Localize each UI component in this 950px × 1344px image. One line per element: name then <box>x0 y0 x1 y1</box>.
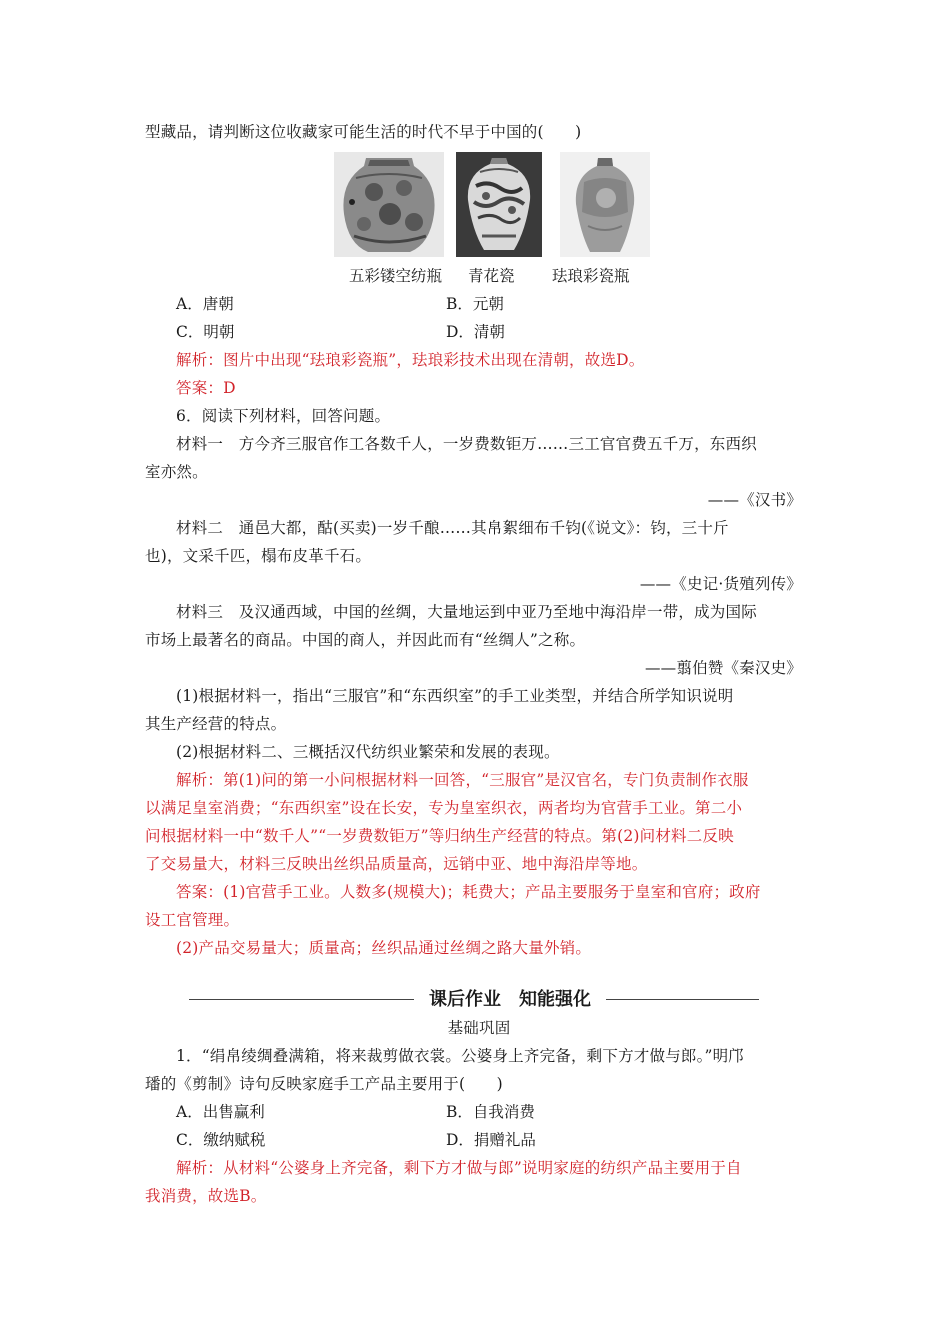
q6-material2-line2: 也)，文采千匹，榻布皮革千石。 <box>145 547 372 565</box>
h1-stem-line2: 璠的《剪制》诗句反映家庭手工产品主要用于( ) <box>145 1075 503 1093</box>
q6-answer-line1: 答案：(1)官营手工业。人数多(规模大)；耗费大；产品主要服务于皇室和官府；政府 <box>176 883 761 901</box>
section-rule-left <box>189 999 414 1000</box>
h1-option-d: D．捐赠礼品 <box>446 1131 536 1149</box>
q6-analysis-line2: 以满足皇室消费；“东西织室”设在长安，专为皇室织衣，两者均为官营手工业。第二小 <box>145 799 743 817</box>
q5-option-c: C．明朝 <box>176 323 235 341</box>
q6-subquestion1-line1: (1)根据材料一，指出“三服官”和“东西织室”的手工业类型，并结合所学知识说明 <box>176 687 734 705</box>
q6-analysis-line3: 问根据材料一中“数千人”“一岁费数钜万”等归纳生产经营的特点。第(2)问材料二反映 <box>145 827 734 845</box>
meiping-vase-illustration <box>456 152 542 257</box>
section-title: 课后作业 知能强化 <box>429 989 591 1010</box>
h1-analysis-line1: 解析：从材料“公婆身上齐完备，剩下方才做与郎”说明家庭的纺织产品主要用于自 <box>176 1159 742 1177</box>
section-rule-right <box>606 999 759 1000</box>
q6-answer-line3: (2)产品交易量大；质量高；丝织品通过丝绸之路大量外销。 <box>176 939 592 957</box>
q5-option-a: A．唐朝 <box>176 295 234 313</box>
caption-qinghua: 青花瓷 <box>468 267 515 285</box>
vase-image-falangcai <box>560 152 650 257</box>
caption-wucai: 五彩镂空纺瓶 <box>349 267 443 285</box>
section-heading <box>189 988 759 1012</box>
q6-material2-line1: 材料二 通邑大都，酤(买卖)一岁千酿……其帛絮细布千钧(《说文》：钧，三十斤 <box>176 519 729 537</box>
q6-subquestion1-line2: 其生产经营的特点。 <box>145 715 287 733</box>
h1-option-c: C．缴纳赋税 <box>176 1131 266 1149</box>
h1-option-b: B．自我消费 <box>446 1103 535 1121</box>
q6-material1-source: ——《汉书》 <box>707 491 802 509</box>
q5-answer: 答案：D <box>176 379 236 397</box>
jar-illustration <box>334 152 444 257</box>
h1-analysis-line2: 我消费，故选B。 <box>145 1187 267 1205</box>
q5-option-d: D．清朝 <box>446 323 505 341</box>
q6-material1-line2: 室亦然。 <box>145 463 208 481</box>
vase-image-wucai <box>334 152 444 257</box>
section-subtitle: 基础巩固 <box>447 1019 511 1037</box>
vase-image-qinghua <box>456 152 542 257</box>
q5-analysis: 解析：图片中出现“珐琅彩瓷瓶”，珐琅彩技术出现在清朝，故选D。 <box>176 351 645 369</box>
q6-material3-line2: 市场上最著名的商品。中国的商人，并因此而有“丝绸人”之称。 <box>145 631 586 649</box>
q6-analysis-line1: 解析：第(1)问的第一小问根据材料一回答，“三服官”是汉官名，专门负责制作衣服 <box>176 771 749 789</box>
h1-option-a: A．出售赢利 <box>176 1103 265 1121</box>
h1-stem-line1: 1．“绢帛绫绸叠满箱，将来裁剪做衣裳。公婆身上齐完备，剩下方才做与郎。”明邝 <box>176 1047 745 1065</box>
q6-subquestion2: (2)根据材料二、三概括汉代纺织业繁荣和发展的表现。 <box>176 743 560 761</box>
q6-answer-line2: 设工官管理。 <box>145 911 240 929</box>
caption-falangcai: 珐琅彩瓷瓶 <box>552 267 630 285</box>
enamel-vase-illustration <box>560 152 650 257</box>
q6-material3-source: ——翦伯赞《秦汉史》 <box>644 659 802 677</box>
q6-material3-line1: 材料三 及汉通西域，中国的丝绸，大量地运到中亚乃至地中海沿岸一带，成为国际 <box>176 603 757 621</box>
q6-stem: 6．阅读下列材料，回答问题。 <box>176 407 391 425</box>
q5-stem: 型藏品，请判断这位收藏家可能生活的时代不早于中国的( ) <box>145 123 582 141</box>
q6-material1-line1: 材料一 方今齐三服官作工各数千人，一岁费数钜万……三工官官费五千万，东西织 <box>176 435 757 453</box>
q6-material2-source: ——《史记·货殖列传》 <box>639 575 802 593</box>
q5-option-b: B．元朝 <box>446 295 504 313</box>
q6-analysis-line4: 了交易量大，材料三反映出丝织品质量高，远销中亚、地中海沿岸等地。 <box>145 855 648 873</box>
